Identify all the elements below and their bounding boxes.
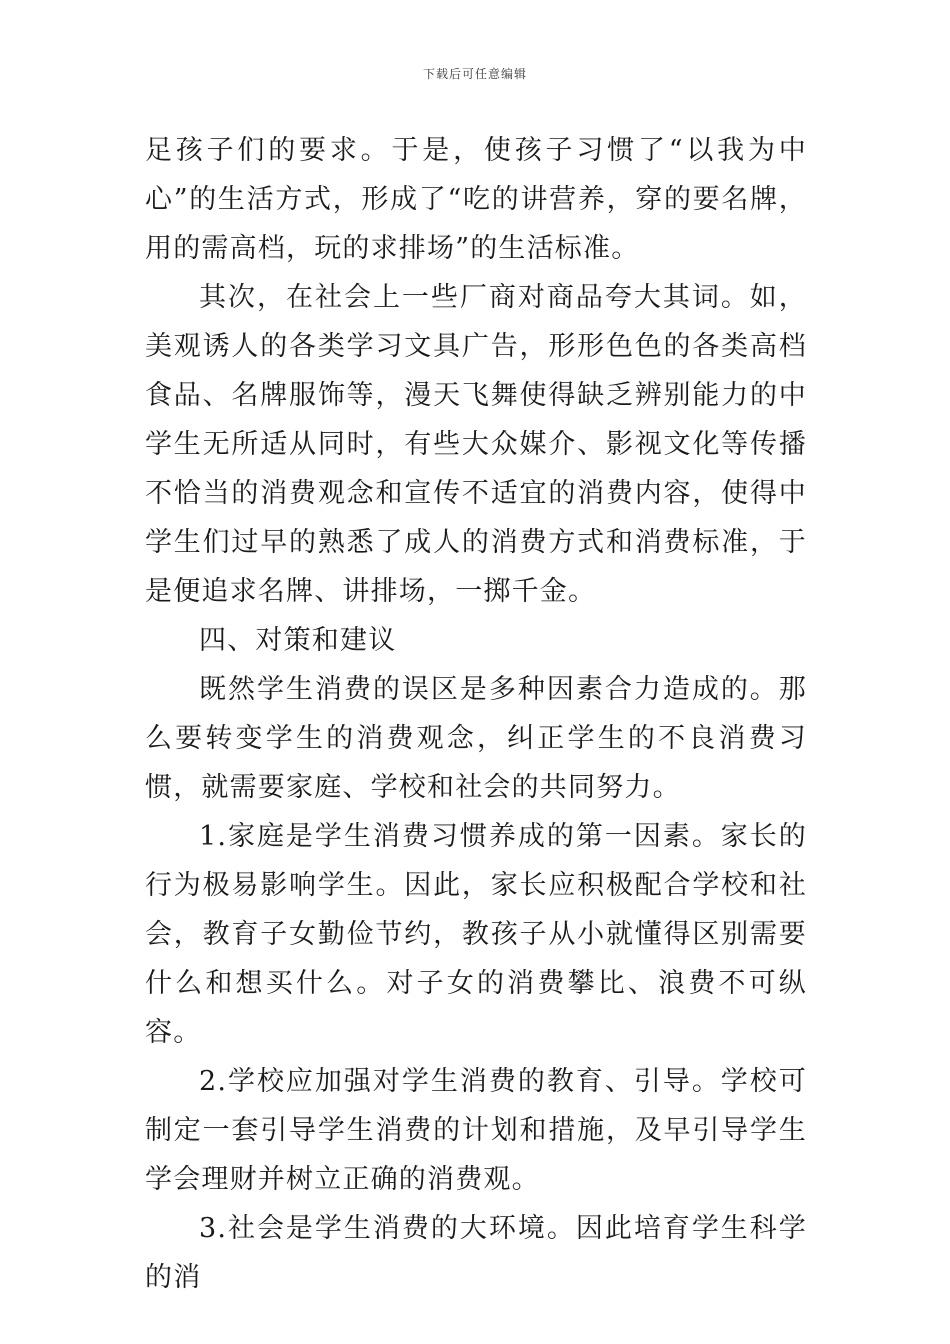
paragraph-2: 其次，在社会上一些厂商对商品夸大其词。如，美观诱人的各类学习文具广告，形形色色的各类高档食品、名牌服饰等，漫天飞舞使得缺乏辨别能力的中学生无所适从同时，有些大众媒介、影视文化等传播不恰当的消费观念和宣传不适宜的消费内容，使得中学生们过早的熟悉了成人的消费方式和消费标准，于是便追求名牌、讲排场，一掷千金。: [145, 282, 807, 607]
paragraph-1: 足孩子们的要求。于是，使孩子习惯了“以我为中心”的生活方式，形成了“吃的讲营养，穿的要名牌，用的需高档，玩的求排场”的生活标准。: [145, 135, 807, 264]
paragraph-4: 1.家庭是学生消费习惯养成的第一因素。家长的行为极易影响学生。因此，家长应积极配合学校和社会，教育子女勤俭节约，教孩子从小就懂得区别需要什么和想买什么。对子女的消费攀比、浪费不可纵容。: [145, 821, 807, 1048]
page-header: 下载后可任意编辑: [422, 67, 527, 81]
section-heading: 四、对策和建议: [199, 625, 397, 656]
paragraph-5: 2.学校应加强对学生消费的教育、引导。学校可制定一套引导学生消费的计划和措施，及早引导学生学会理财并树立正确的消费观。: [145, 1066, 807, 1195]
paragraph-6: 3.社会是学生消费的大环境。因此培育学生科学的消: [145, 1213, 807, 1293]
paragraph-3: 既然学生消费的误区是多种因素合力造成的。那么要转变学生的消费观念，纠正学生的不良消费习惯，就需要家庭、学校和社会的共同努力。: [145, 674, 807, 803]
document-body: [145, 126, 807, 1302]
